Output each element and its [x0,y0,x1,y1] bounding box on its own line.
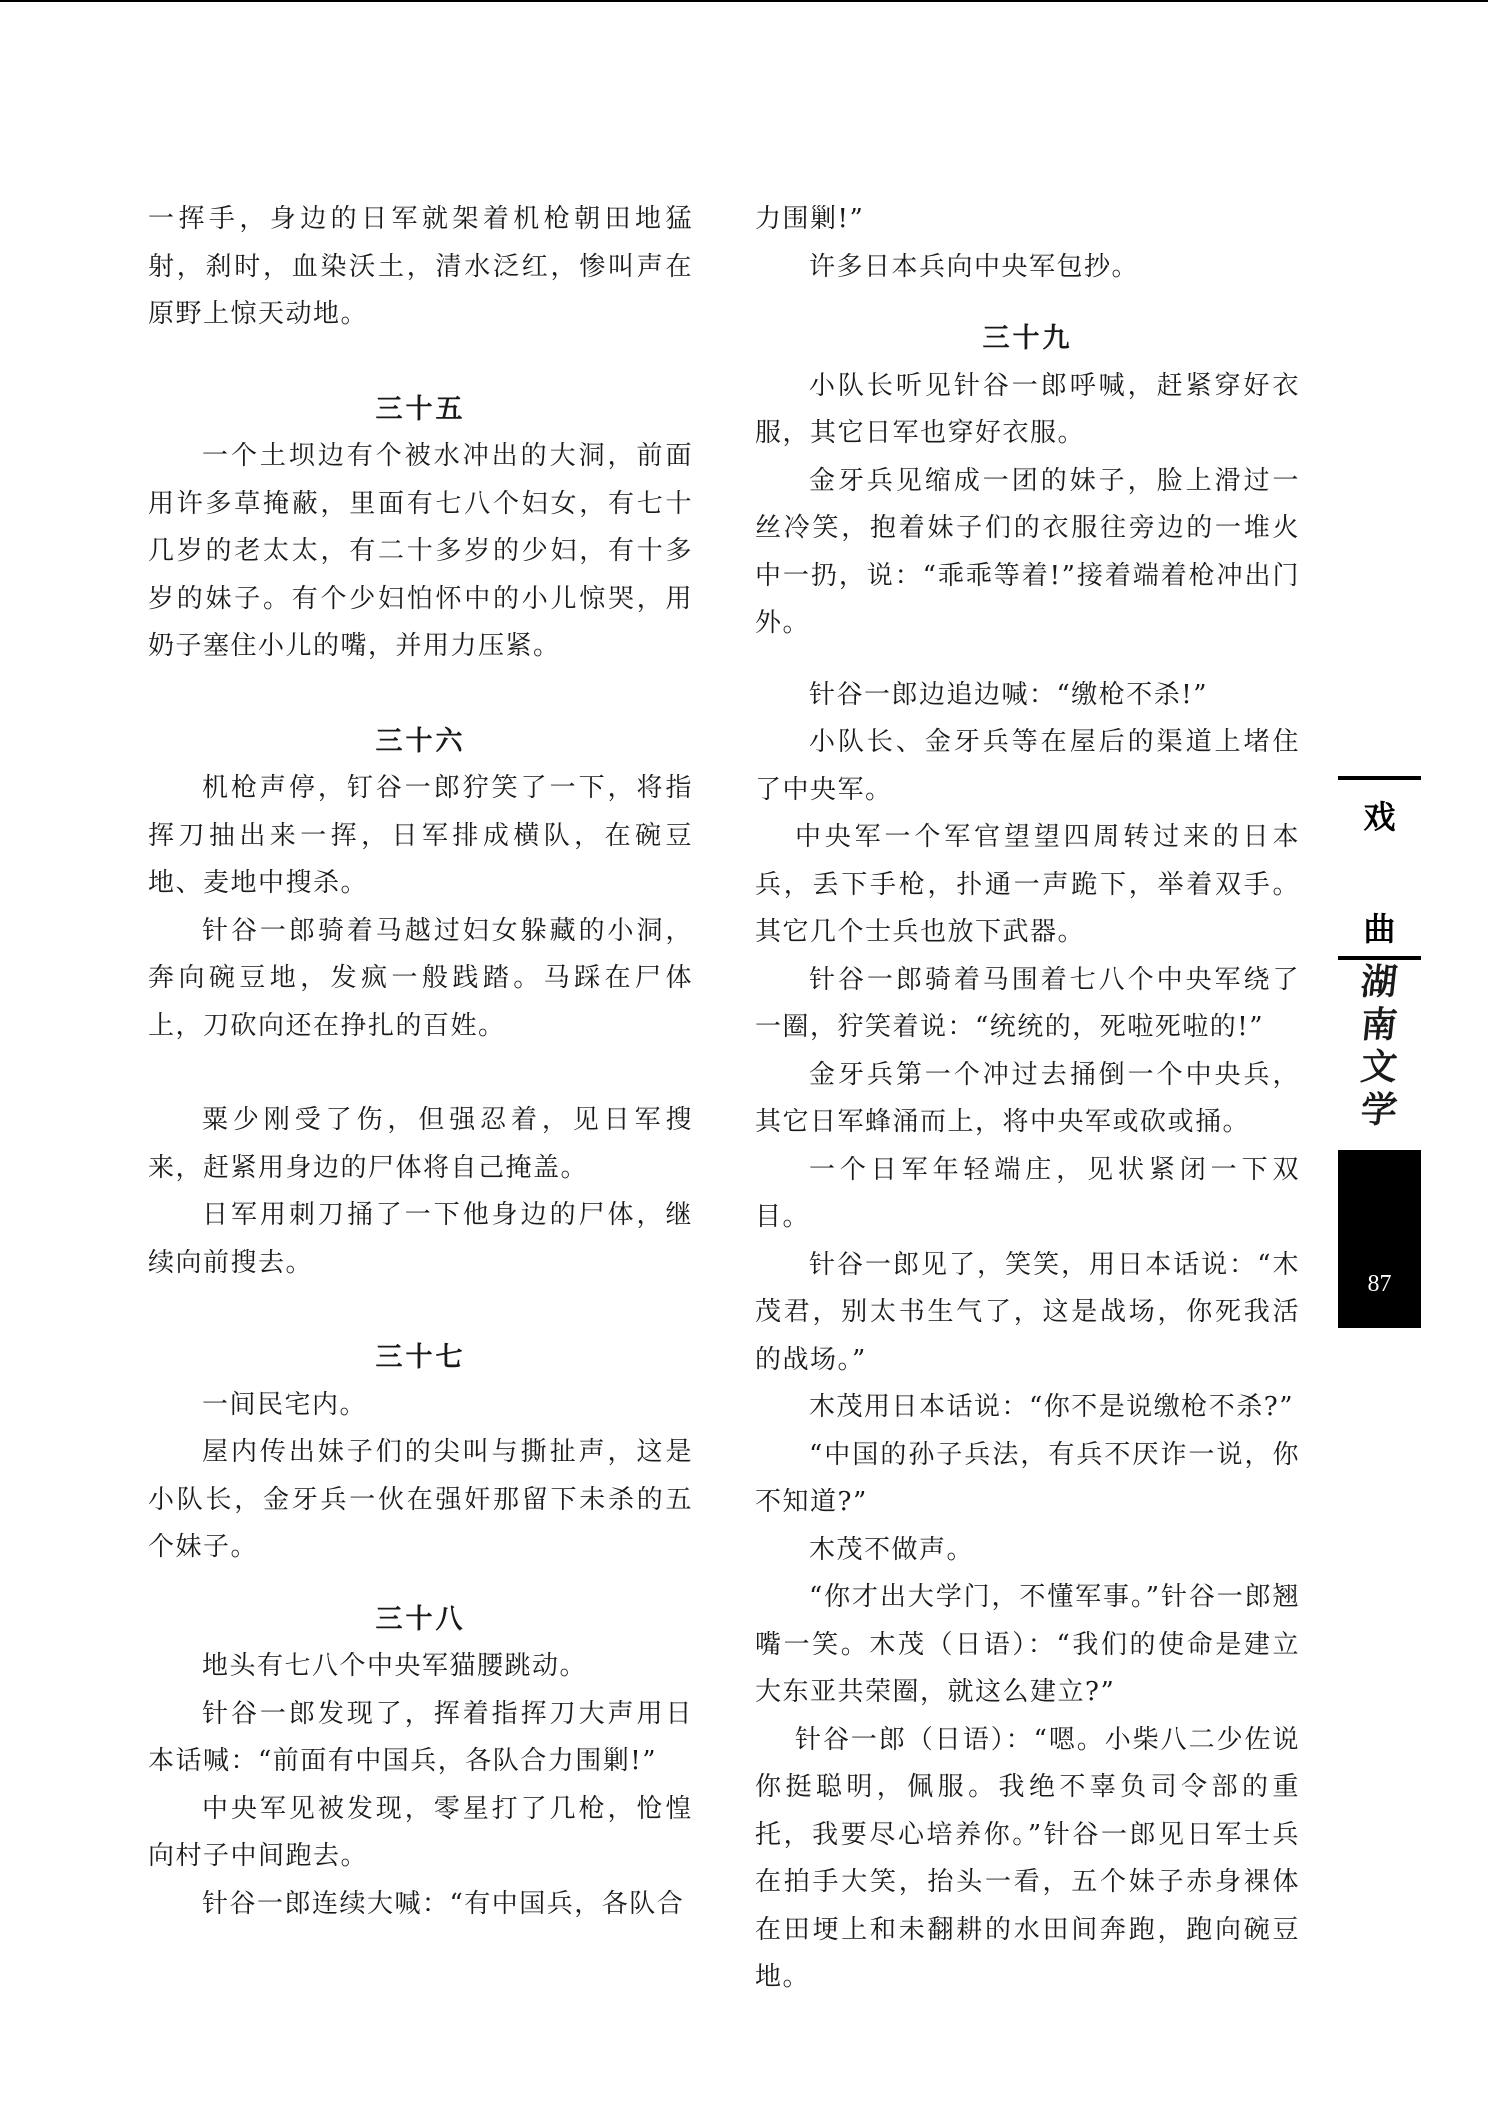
paragraph: 针谷一郎边追边喊：“缴枪不杀!” [809,679,1209,710]
paragraph: 针谷一郎骑着马围着七八个中央军绕了一圈，狞笑着说：“统统的，死啦死啦的!” [755,964,1300,1042]
paragraph: 针谷一郎骑着马越过妇女躲藏的小洞，奔向碗豆地，发疯一般践踏。马踩在尸体上，刀砍向还在挣扎的百姓。 [148,915,693,1041]
journal-logo-char: 湖 [1359,961,1400,1003]
paragraph: 针谷一郎见了，笑笑，用日本话说：“木茂君，别太书生气了，这是战场，你死我活的战场。” [755,1249,1300,1375]
section-heading-37: 三十七 [375,1342,466,1373]
right-column [755,196,1300,2002]
section-heading-39: 三十九 [982,323,1073,354]
page-number: 87 [1367,1271,1392,1297]
paragraph: 木茂用日本话说：“你不是说缴枪不杀?” [809,1392,1295,1422]
page-number-tab [1338,1150,1421,1328]
paragraph: 屋内传出妹子们的尖叫与撕扯声，这是小队长，金牙兵一伙在强奸那留下未杀的五个妹子。 [148,1437,693,1562]
section-heading-38: 三十八 [375,1603,466,1635]
section-heading-35: 三十五 [375,393,466,425]
paragraph: 针谷一郎发现了，挥着指挥刀大声用日本话喊：“前面有中国兵，各队合力围剿!” [148,1698,693,1776]
paragraph: 许多日本兵向中央军包抄。 [809,251,1140,282]
paragraph: “中国的孙子兵法，有兵不厌诈一说，你不知道?” [755,1439,1300,1517]
sidebar-rule-top [1338,776,1421,780]
sidebar-rule-bottom [1338,956,1421,960]
journal-logo [1338,962,1421,1130]
paragraph: 粟少刚受了伤，但强忍着，见日军搜来，赶紧用身边的尸体将自己掩盖。 [148,1105,693,1183]
paragraph: 一挥手，身边的日军就架着机枪朝田地猛射，刹时，血染沃土，清水泛红，惨叫声在原野上惊天动地。 [148,204,693,329]
paragraph: 木茂不做声。 [809,1534,975,1565]
paragraph: 金牙兵见缩成一团的妹子，脸上滑过一丝冷笑，抱着妹子们的衣服往旁边的一堆火中一扔，说：“乖乖等着!”接着端着枪冲出门外。 [755,465,1300,638]
paragraph: 小队长、金牙兵等在屋后的渠道上堵住了中央军。 [755,727,1300,805]
journal-logo-char: 南 [1359,1003,1400,1046]
left-column [148,196,693,1928]
paragraph: 日军用刺刀捅了一下他身边的尸体，继续向前搜去。 [148,1200,693,1278]
paragraph: 中央军一个军官望望四周转过来的日本兵，丢下手枪，扑通一声跪下，举着双手。其它几个士兵也放下武器。 [755,822,1300,947]
paragraph: 一个日军年轻端庄，见状紧闭一下双目。 [755,1154,1300,1232]
paragraph: 小队长听见针谷一郎呼喊，赶紧穿好衣服，其它日军也穿好衣服。 [755,370,1300,448]
journal-logo-char: 文 [1359,1046,1400,1089]
paragraph: 力围剿!” [755,204,865,234]
paragraph: 一间民宅内。 [202,1389,368,1420]
paragraph: 针谷一郎连续大喊：“有中国兵，各队合 [202,1888,685,1919]
journal-logo-char: 学 [1359,1088,1400,1131]
paragraph: 金牙兵第一个冲过去捅倒一个中央兵，其它日军蜂涌而上，将中央军或砍或捅。 [755,1059,1300,1137]
top-border-line [0,0,1488,2]
paragraph: 针谷一郎（日语）：“嗯。小柴八二少佐说你挺聪明，佩服。我绝不辜负司令部的重托，我要尽心培养你。”针谷一郎见日军士兵在拍手大笑，抬头一看，五个妹子赤身裸体在田埂上和未翻耕的水田间奔跑，跑向碗豆地。 [755,1724,1300,1992]
section-char-xi: 戏 [1363,798,1396,836]
section-heading-36: 三十六 [375,725,466,757]
paragraph: 一个土坝边有个被水冲出的大洞，前面用许多草掩蔽，里面有七八个妇女，有七十几岁的老太太，有二十多岁的少妇，有十多岁的妹子。有个少妇怕怀中的小儿惊哭，用奶子塞住小儿的嘴，并用力压紧。 [148,441,693,661]
paragraph: 中央军见被发现，零星打了几枪，怆惶向村子中间跑去。 [148,1793,693,1871]
section-char-qu: 曲 [1363,910,1396,948]
paragraph: 地头有七八个中央军猫腰跳动。 [202,1651,588,1681]
paragraph: “你才出大学门，不懂军事。”针谷一郎翘嘴一笑。木茂（日语）：“我们的使命是建立大东亚共荣圈，就这么建立?” [755,1582,1300,1707]
paragraph: 机枪声停，钉谷一郎狞笑了一下，将指挥刀抽出来一挥，日军排成横队，在碗豆地、麦地中搜杀。 [148,773,693,898]
